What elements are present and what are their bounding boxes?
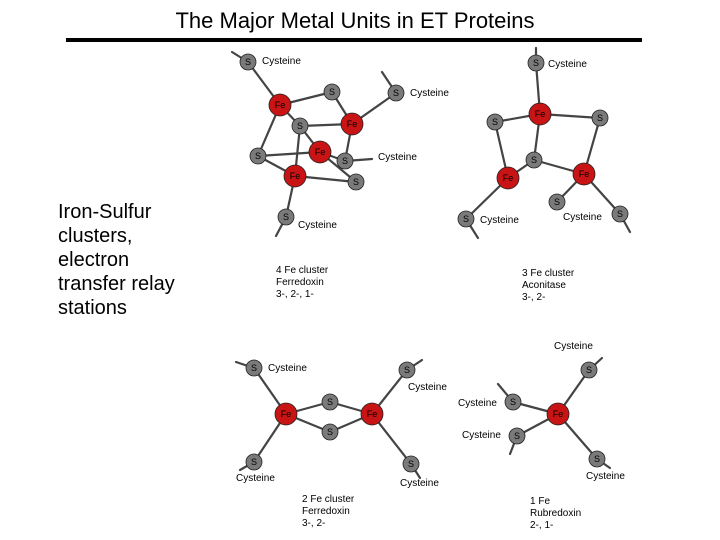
- sulfur-atom: [528, 55, 544, 71]
- iron-atom: [309, 141, 331, 163]
- caption-fe3: [522, 268, 575, 303]
- sidebar-line: stations: [58, 297, 127, 319]
- s-label: S: [352, 177, 360, 187]
- cysteine-label: Cysteine: [563, 212, 602, 223]
- sulfur-atom: [403, 456, 419, 472]
- sulfur-atom: [589, 451, 605, 467]
- cysteine-label: Cysteine: [378, 152, 417, 163]
- s-label: S: [530, 155, 538, 165]
- iron-atom: [547, 403, 569, 425]
- sulfur-atom: [246, 360, 262, 376]
- sulfur-atom: [526, 152, 542, 168]
- caption-line: 1 Fe: [530, 496, 551, 507]
- cysteine-label: Cysteine: [262, 56, 301, 67]
- sulfur-atom: [250, 148, 266, 164]
- s-label: S: [532, 58, 540, 68]
- s-label: S: [491, 117, 499, 127]
- s-label: S: [407, 459, 415, 469]
- page-title: The Major Metal Units in ET Proteins: [175, 8, 535, 33]
- caption-fe4: [276, 265, 329, 300]
- sulfur-atom: [322, 394, 338, 410]
- fe-label: Fe: [534, 109, 546, 119]
- fe-label: Fe: [366, 409, 378, 419]
- cysteine-label: Cysteine: [586, 471, 625, 482]
- cysteine-label: Cysteine: [298, 220, 337, 231]
- caption-line: 3 Fe cluster: [522, 268, 575, 279]
- sidebar-line: Iron-Sulfur: [58, 201, 152, 223]
- iron-atom: [573, 163, 595, 185]
- s-label: S: [250, 457, 258, 467]
- s-label: S: [462, 214, 470, 224]
- sulfur-atom: [240, 54, 256, 70]
- s-label: S: [616, 209, 624, 219]
- caption-line: 2 Fe cluster: [302, 494, 355, 505]
- caption-fe2: [302, 494, 355, 529]
- s-label: S: [403, 365, 411, 375]
- iron-atom: [497, 167, 519, 189]
- caption-line: Rubredoxin: [530, 508, 582, 519]
- iron-atom: [361, 403, 383, 425]
- sulfur-atom: [549, 194, 565, 210]
- fe-label: Fe: [552, 409, 564, 419]
- fe-label: Fe: [274, 100, 286, 110]
- fe-label: Fe: [314, 147, 326, 157]
- fe-label: Fe: [280, 409, 292, 419]
- s-label: S: [254, 151, 262, 161]
- sidebar-line: electron: [58, 249, 130, 271]
- s-label: S: [250, 363, 258, 373]
- sulfur-atom: [399, 362, 415, 378]
- caption-line: 2-, 1-: [530, 520, 554, 531]
- fe-label: Fe: [578, 169, 590, 179]
- sulfur-atom: [337, 153, 353, 169]
- sulfur-atom: [246, 454, 262, 470]
- caption-line: 3-, 2-: [302, 518, 326, 529]
- s-label: S: [326, 397, 334, 407]
- sulfur-atom: [324, 84, 340, 100]
- sulfur-atom: [278, 209, 294, 225]
- sulfur-atom: [487, 114, 503, 130]
- fe-label: Fe: [346, 119, 358, 129]
- caption-line: 3-, 2-: [522, 292, 546, 303]
- sulfur-atom: [292, 118, 308, 134]
- cysteine-label: Cysteine: [458, 398, 497, 409]
- iron-atom: [529, 103, 551, 125]
- cysteine-label: Cysteine: [410, 88, 449, 99]
- sulfur-atom: [458, 211, 474, 227]
- cysteine-label: Cysteine: [236, 473, 275, 484]
- s-label: S: [513, 431, 521, 441]
- s-label: S: [585, 365, 593, 375]
- s-label: S: [296, 121, 304, 131]
- sulfur-atom: [348, 174, 364, 190]
- caption-fe1: [530, 496, 581, 531]
- s-label: S: [593, 454, 601, 464]
- caption-line: Ferredoxin: [276, 277, 324, 288]
- sulfur-atom: [509, 428, 525, 444]
- caption-line: Ferredoxin: [302, 506, 350, 517]
- fe-label: Fe: [289, 171, 301, 181]
- iron-atom: [275, 403, 297, 425]
- sidebar-line: transfer relay: [58, 273, 175, 295]
- cysteine-label: Cysteine: [400, 478, 439, 489]
- s-label: S: [244, 57, 252, 67]
- s-label: S: [326, 427, 334, 437]
- caption-line: 4 Fe cluster: [276, 265, 329, 276]
- sulfur-atom: [388, 85, 404, 101]
- caption-line: 3-, 2-, 1-: [276, 289, 314, 300]
- s-label: S: [509, 397, 517, 407]
- iron-atom: [269, 94, 291, 116]
- cysteine-label: Cysteine: [548, 59, 587, 70]
- sulfur-atom: [592, 110, 608, 126]
- sidebar-line: clusters,: [58, 225, 133, 247]
- iron-atom: [341, 113, 363, 135]
- fe-label: Fe: [502, 173, 514, 183]
- cysteine-label: Cysteine: [462, 430, 501, 441]
- sulfur-atom: [322, 424, 338, 440]
- sulfur-atom: [581, 362, 597, 378]
- sulfur-atom: [505, 394, 521, 410]
- cysteine-label: Cysteine: [554, 341, 593, 352]
- s-label: S: [553, 197, 561, 207]
- s-label: S: [596, 113, 604, 123]
- s-label: S: [392, 88, 400, 98]
- cysteine-label: Cysteine: [480, 215, 519, 226]
- cysteine-label: Cysteine: [268, 363, 307, 374]
- caption-line: Aconitase: [522, 280, 566, 291]
- iron-atom: [284, 165, 306, 187]
- cysteine-label: Cysteine: [408, 382, 447, 393]
- s-label: S: [328, 87, 336, 97]
- s-label: S: [341, 156, 349, 166]
- s-label: S: [282, 212, 290, 222]
- sulfur-atom: [612, 206, 628, 222]
